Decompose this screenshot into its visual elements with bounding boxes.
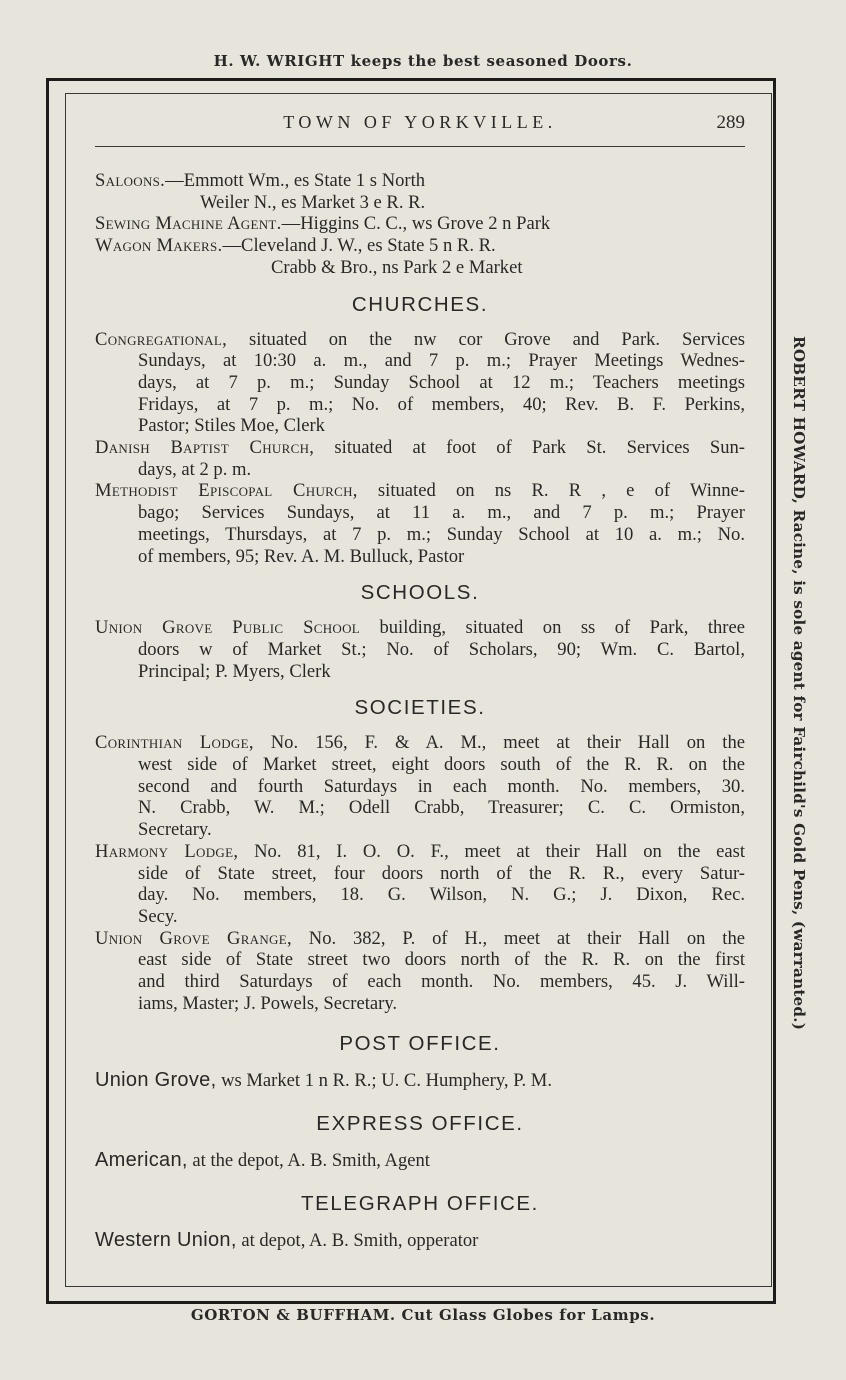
top-advertisement: H. W. WRIGHT keeps the best seasoned Doors. — [213, 52, 633, 70]
entry-text: —Emmott Wm., es State 1 s North — [165, 170, 426, 191]
office-name: American, — [95, 1148, 188, 1171]
entry-line: Fridays, at 7 p. m.; No. of members, 40; Rev. B. F. Perkins, — [138, 393, 745, 415]
saloons-entry-continued: Weiler N., es Market 3 e R. R. — [200, 191, 426, 213]
wagon-makers-entry — [95, 235, 745, 257]
entry-line: Pastor; Stiles Moe, Clerk — [138, 415, 325, 437]
entry-line: meetings, Thursdays, at 7 p. m.; Sunday School at 10 a. m.; No. — [138, 523, 745, 545]
societies-heading: SOCIETIES. — [354, 696, 486, 720]
post-office-heading: POST OFFICE. — [339, 1031, 501, 1055]
sewing-machine-entry — [95, 213, 745, 235]
church-name: Danish Baptist Church, — [95, 437, 315, 459]
church-name: Methodist Episcopal Church, — [95, 480, 358, 502]
bottom-advertisement: GORTON & BUFFHAM. Cut Glass Globes for Lamps. — [190, 1306, 656, 1324]
church-name: Congregational, — [95, 328, 228, 350]
society-name: Corinthian Lodge, — [95, 732, 254, 754]
entry-line: and third Saturdays of each month. No. members, 45. J. Will- — [138, 971, 745, 993]
church-danish-baptist — [95, 437, 745, 480]
running-header — [95, 110, 745, 138]
wagon-makers-entry-continued: Crabb & Bro., ns Park 2 e Market — [271, 256, 523, 278]
office-name: Union Grove, — [95, 1068, 217, 1091]
entry-line: days, at 2 p. m. — [138, 458, 252, 480]
society-harmony-lodge — [95, 841, 745, 928]
entry-line: N. Crabb, W. M.; Odell Crabb, Treasurer; C. C. Ormiston, — [138, 797, 745, 819]
saloons-entry — [95, 170, 745, 192]
entry-text: —Cleveland J. W., es State 5 n R. R. — [222, 235, 496, 257]
entry-line: doors w of Market St.; No. of Scholars, 90; Wm. C. Bartol, — [138, 638, 745, 660]
entry-line: side of State street, four doors north of the R. R., every Satur- — [138, 862, 745, 884]
entry-line: west side of Market street, eight doors south of the R. R. on the — [138, 754, 745, 776]
entry-line: days, at 7 p. m.; Sunday School at 12 m.; Teachers meetings — [138, 371, 745, 393]
side-advertisement: ROBERT HOWARD, Racine, is sole agent for Fairchild's Gold Pens, (warranted.) — [790, 336, 808, 1031]
entry-line: Congregational, situated on the nw cor Grove and Park. Services — [95, 328, 745, 350]
entry-line: Methodist Episcopal Church, situated on ns R. R , e of Winne- — [95, 480, 746, 502]
school-name: Union Grove Public School — [95, 617, 361, 639]
entry-line: Union Grove Public School building, situated on ss of Park, three — [95, 617, 745, 639]
entry-line: Principal; P. Myers, Clerk — [138, 660, 331, 682]
churches-heading: CHURCHES. — [351, 292, 489, 316]
entry-text: —Higgins C. C., ws Grove 2 n Park — [281, 213, 551, 235]
page-title: TOWN OF YORKVILLE. — [283, 112, 557, 132]
entry-line: Secretary. — [138, 819, 212, 841]
category-label: Saloons. — [95, 170, 166, 191]
directory-content — [95, 170, 745, 1253]
page-number: 289 — [716, 112, 745, 133]
entry-line: Harmony Lodge, No. 81, I. O. O. F., meet at their Hall on the east — [95, 840, 746, 862]
header-rule — [95, 146, 745, 147]
school-union-grove — [95, 617, 745, 682]
entry-line: Danish Baptist Church, situated at foot of Park St. Services Sun- — [95, 437, 746, 459]
entry-line: Sundays, at 10:30 a. m., and 7 p. m.; Prayer Meetings Wednes- — [138, 350, 745, 372]
post-office-entry: Union Grove, ws Market 1 n R. R.; U. C. Humphery, P. M. — [95, 1068, 552, 1091]
society-name: Union Grove Grange, — [95, 927, 292, 949]
category-label: Sewing Machine Agent. — [95, 213, 282, 235]
office-name: Western Union, — [95, 1228, 237, 1251]
society-union-grove-grange — [95, 928, 745, 1015]
entry-line: Secy. — [138, 905, 178, 927]
entry-line: of members, 95; Rev. A. M. Bulluck, Pastor — [138, 545, 465, 567]
entry-line: second and fourth Saturdays in each month. No. members, 30. — [138, 775, 745, 797]
church-methodist-episcopal — [95, 480, 745, 567]
category-label: Wagon Makers. — [95, 235, 223, 257]
society-corinthian-lodge — [95, 732, 745, 841]
telegraph-office-heading: TELEGRAPH OFFICE. — [301, 1191, 539, 1215]
business-listings — [95, 170, 745, 279]
entry-line: day. No. members, 18. G. Wilson, N. G.; J. Dixon, Rec. — [138, 884, 745, 906]
express-office-entry: American, at the depot, A. B. Smith, Agent — [95, 1148, 430, 1171]
entry-line: east side of State street two doors north of the R. R. on the first — [138, 949, 745, 971]
telegraph-office-entry: Western Union, at depot, A. B. Smith, opperator — [95, 1228, 479, 1251]
society-name: Harmony Lodge, — [95, 840, 239, 862]
church-congregational — [95, 329, 745, 438]
schools-heading: SCHOOLS. — [360, 581, 480, 605]
express-office-heading: EXPRESS OFFICE. — [316, 1111, 524, 1135]
entry-line: iams, Master; J. Powels, Secretary. — [138, 992, 398, 1014]
entry-line: Union Grove Grange, No. 382, P. of H., meet at their Hall on the — [95, 927, 745, 949]
entry-line: bago; Services Sundays, at 11 a. m., and 7 p. m.; Prayer — [138, 502, 745, 524]
entry-line: Corinthian Lodge, No. 156, F. & A. M., meet at their Hall on the — [95, 732, 746, 754]
